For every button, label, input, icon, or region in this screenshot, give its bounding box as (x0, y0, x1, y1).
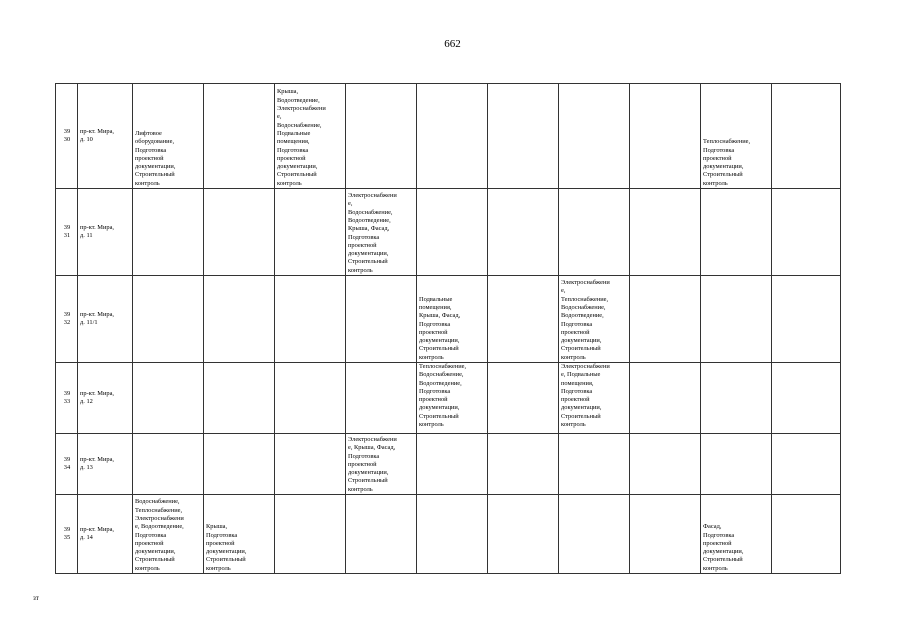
work-cell (630, 363, 701, 434)
row-number: 39 34 (56, 434, 78, 495)
work-cell (275, 189, 346, 276)
work-cell (559, 495, 630, 574)
work-cell (204, 189, 275, 276)
table-row (56, 276, 841, 363)
row-number: 39 32 (56, 276, 78, 363)
table-row (56, 363, 841, 434)
row-number: 39 35 (56, 495, 78, 574)
work-cell: Фасад, Подготовка проектной документации, Строительный контроль (701, 495, 772, 574)
work-cell (488, 84, 559, 189)
work-cell: Электроснабжени е, Крыша, Фасад, Подготовка проектной документации, Строительный контроль (346, 434, 417, 495)
work-cell: Электроснабжени е, Подвальные помещения, Подготовка проектной документации, Строительный контроль (559, 363, 630, 434)
work-cell (630, 84, 701, 189)
work-cell (275, 495, 346, 574)
work-cell (346, 84, 417, 189)
work-cell: Электроснабжени е, Теплоснабжение, Водоснабжение, Водоотведение, Подготовка проектной документации, Строительный контроль (559, 276, 630, 363)
work-cell (346, 495, 417, 574)
work-cell: Лифтовое оборудование, Подготовка проектной документации, Строительный контроль (133, 84, 204, 189)
work-cell (275, 276, 346, 363)
work-cell (133, 189, 204, 276)
work-cell (772, 363, 841, 434)
work-cell (417, 84, 488, 189)
work-cell (772, 189, 841, 276)
work-cell (204, 276, 275, 363)
table-row (56, 189, 841, 276)
table-row (56, 434, 841, 495)
work-cell (772, 276, 841, 363)
work-cell: Теплоснабжение, Водоснабжение, Водоотведение, Подготовка проектной документации, Строительный контроль (417, 363, 488, 434)
work-cell (701, 276, 772, 363)
work-cell (417, 189, 488, 276)
work-cell: Подвальные помещения, Крыша, Фасад, Подготовка проектной документации, Строительный контроль (417, 276, 488, 363)
work-cell (488, 363, 559, 434)
work-cell (488, 434, 559, 495)
work-cell (559, 434, 630, 495)
address-cell: пр-кт. Мира, д. 13 (78, 434, 133, 495)
row-number: 39 30 (56, 84, 78, 189)
work-cell (417, 495, 488, 574)
work-cell (630, 276, 701, 363)
work-cell (346, 276, 417, 363)
work-cell (488, 276, 559, 363)
work-cell: Электроснабжени е, Водоснабжение, Водоотведение, Крыша, Фасад, Подготовка проектной документации, Строительный контроль (346, 189, 417, 276)
row-number: 39 33 (56, 363, 78, 434)
work-cell (488, 495, 559, 574)
address-cell: пр-кт. Мира, д. 14 (78, 495, 133, 574)
table-row (56, 495, 841, 574)
table-row (56, 84, 841, 189)
work-cell (772, 434, 841, 495)
page-number: 662 (444, 38, 461, 50)
work-cell (630, 189, 701, 276)
work-cell (275, 363, 346, 434)
address-cell: пр-кт. Мира, д. 11/1 (78, 276, 133, 363)
work-cell (204, 363, 275, 434)
repair-schedule-table (55, 83, 841, 574)
address-cell: пр-кт. Мира, д. 11 (78, 189, 133, 276)
row-number: 39 31 (56, 189, 78, 276)
work-cell (133, 434, 204, 495)
work-cell: Крыша, Подготовка проектной документации, Строительный контроль (204, 495, 275, 574)
work-cell (701, 189, 772, 276)
work-cell (346, 363, 417, 434)
work-cell (559, 189, 630, 276)
work-cell (204, 434, 275, 495)
address-cell: пр-кт. Мира, д. 12 (78, 363, 133, 434)
work-cell (701, 363, 772, 434)
work-cell: Водоснабжение, Теплоснабжение, Электроснабжени е, Водоотведение, Подготовка проектной документации, Строительный контроль (133, 495, 204, 574)
work-cell (275, 434, 346, 495)
work-cell (772, 495, 841, 574)
work-cell (133, 276, 204, 363)
work-cell (417, 434, 488, 495)
address-cell: пр-кт. Мира, д. 10 (78, 84, 133, 189)
work-cell (488, 189, 559, 276)
work-cell (630, 495, 701, 574)
work-cell (630, 434, 701, 495)
work-cell (204, 84, 275, 189)
footer-mark: зт (33, 594, 39, 602)
work-cell: Теплоснабжение, Подготовка проектной документации, Строительный контроль (701, 84, 772, 189)
work-cell: Крыша, Водоотведение, Электроснабжени е, Водоснабжение, Подвальные помещения, Подготовка проектной документации, Строительный контроль (275, 84, 346, 189)
work-cell (772, 84, 841, 189)
work-cell (559, 84, 630, 189)
work-cell (701, 434, 772, 495)
work-cell (133, 363, 204, 434)
